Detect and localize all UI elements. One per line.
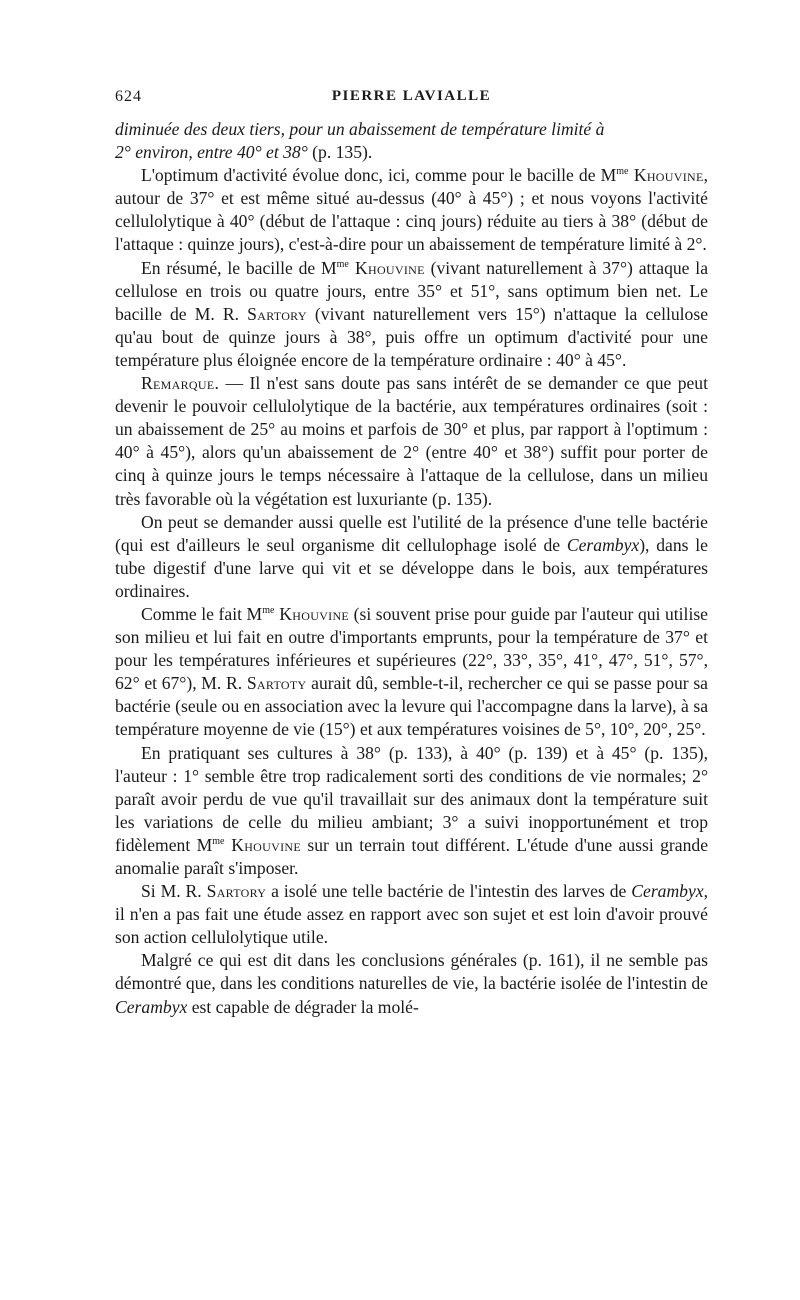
page-reference: (p. 135).	[307, 142, 373, 163]
paragraph-continuation	[115, 118, 708, 164]
superscript: me	[616, 166, 629, 178]
paragraph-pratiquant	[115, 742, 708, 881]
text-run: sur un terrain tout différent. L'étude d'une aussi grande anomalie paraît s'imposer.	[115, 834, 709, 878]
paragraph-line: diminuée des deux tiers, pour un abaissement de température limité à	[115, 119, 605, 139]
author-name: Khouvine	[224, 834, 301, 855]
text-run: , autour de 37° et est même situé au-dessus (40° à 45°) ; et nous voyons l'activité cellulolytique à 40° (début de l'attaque : cinq jours) réduite au tiers à 38° (début de l'attaque : quinze jours), c'est-à-dire pour un abaissement de température limité à 2°.	[115, 165, 708, 255]
author-name: Khouvine	[628, 165, 704, 186]
author-name: Khouvine	[274, 603, 350, 624]
text-run: Si M. R.	[141, 881, 207, 902]
text-run: ), dans le tube digestif d'une larve qui vit et se développe dans le bois, aux températures ordinaires.	[115, 534, 708, 601]
page-number: 624	[115, 88, 142, 105]
text-run: En résumé, le bacille de M	[141, 257, 337, 278]
paragraph-si	[115, 880, 708, 949]
author-name: Sartoty	[246, 673, 307, 694]
text-run: , il n'en a pas fait une étude assez en rapport avec son sujet et est loin d'avoir prouvé son action cellulolytique utile.	[115, 881, 708, 948]
paragraph-utilite	[115, 511, 708, 603]
text-run: En pratiquant ses cultures à 38° (p. 133), à 40° (p. 139) et à 45° (p. 135), l'auteur : 1° semble être trop radicalement sorti des conditions de vie normales; 2° paraît avoir perdu de vue qu'il travaillait sur des animaux dont la température suit les variations de celle du milieu ambiant; 3° a suivi inopportunément et trop fidèlement M	[115, 742, 708, 855]
superscript: me	[212, 835, 225, 847]
author-name: Sartory	[206, 881, 267, 902]
text-run: (si souvent prise pour guide par l'auteur qui utilise son milieu et lui fait en outre d'importants emprunts, pour la température de 37° et pour les températures inférieures et supérieures (22°, 33°, 35°, 41°, 47°, 51°, 57°, 62° et 67°), M. R.	[115, 603, 708, 694]
author-name: Sartory	[247, 303, 307, 324]
text-run: aurait dû, semble-t-il, rechercher ce qui se passe pour sa bactérie (seule ou en association avec la levure qui l'accompagne dans la larve), à sa température moyenne de vie (15°) et aux températures voisines de 5°, 10°, 20°, 25°.	[115, 673, 708, 740]
text-run: On peut se demander aussi quelle est l'utilité de la présence d'une telle bactérie (qui est d'ailleurs le seul organisme dit cellulophage isolé de	[115, 511, 708, 555]
genus-name: Cerambyx	[115, 996, 188, 1017]
text-run: — Il n'est sans doute pas sans intérêt de se demander ce que peut devenir le pouvoir cellulolytique de la bactérie, aux températures ordinaires (soit : un abaissement de 25° au moins et parfois de 30° et plus, par rapport à l'optimum : 40° à 45°), alors qu'un abaissement de 2° (entre 40° et 38°) suffit pour porter de cinq à quinze jours le temps nécessaire à l'attaque de la cellulose, dans un milieu très favorable où la végétation est luxuriante (p. 135).	[115, 373, 708, 509]
text-run: (vivant naturellement à 37°) attaque la cellulose en trois ou quatre jours, entre 35° et 51°, sans optimum bien net. Le bacille de M. R.	[115, 257, 708, 324]
text-run: L'optimum d'activité évolue donc, ici, comme pour le bacille de M	[141, 165, 617, 186]
superscript: me	[336, 258, 349, 270]
superscript: me	[262, 604, 275, 616]
paragraph-line-italic: 2° environ, entre 40° et 38°	[115, 142, 308, 163]
paragraph-remarque	[115, 372, 708, 511]
paragraph-comme	[115, 603, 708, 742]
genus-name: Cerambyx	[566, 534, 640, 555]
text-run: est capable de dégrader la molé-	[187, 996, 419, 1017]
genus-name: Cerambyx	[631, 881, 704, 902]
text-run: Comme le fait M	[141, 603, 263, 624]
text-run: a isolé une telle bactérie de l'intestin des larves de	[266, 881, 632, 902]
paragraph-resume	[115, 257, 708, 372]
page-header	[115, 88, 708, 110]
remark-label: Remarque.	[141, 373, 220, 394]
paragraph-optimum	[115, 164, 708, 256]
text-run: Malgré ce qui est dit dans les conclusions générales (p. 161), il ne semble pas démontré que, dans les conditions naturelles de vie, la bactérie isolée de l'intestin de	[115, 950, 708, 994]
running-head: PIERRE LAVIALLE	[331, 88, 492, 104]
page-body	[115, 118, 708, 1019]
text-run: (vivant naturellement vers 15°) n'attaque la cellulose qu'au bout de quinze jours à 38°, puis offre un optimum d'activité pour une température plus éloignée encore de la température ordinaire : 40° à 45°.	[115, 303, 709, 370]
author-name: Khouvine	[348, 257, 425, 278]
paragraph-malgre	[115, 949, 708, 1018]
